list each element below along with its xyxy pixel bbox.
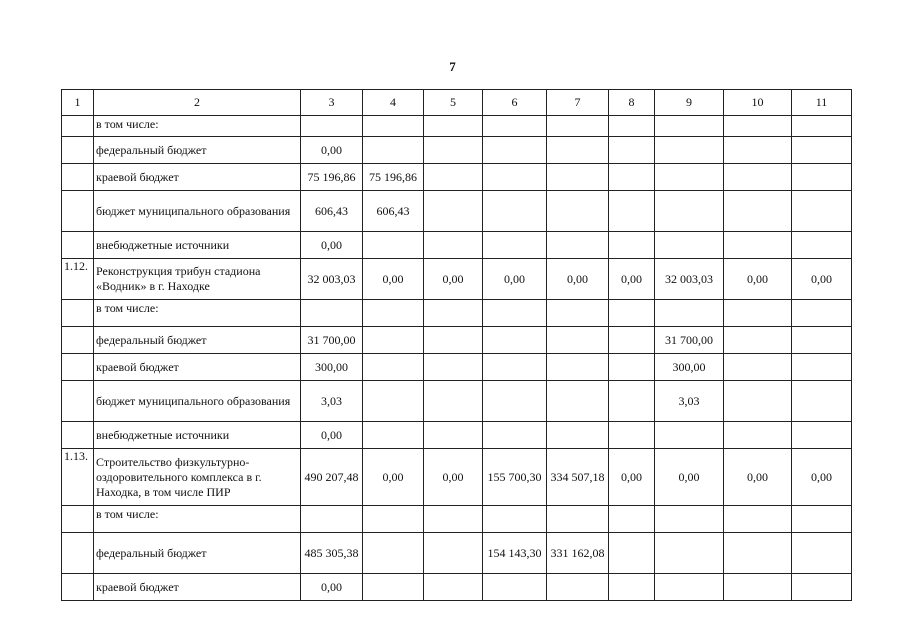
- value-cell-col-8: [609, 164, 655, 191]
- value-cell-col-11: 0,00: [792, 259, 852, 300]
- value-cell-col-3: 0,00: [301, 422, 363, 449]
- value-cell-col-9: [655, 422, 724, 449]
- value-cell-col-6: 154 143,30: [483, 533, 547, 574]
- column-header-9: 9: [655, 90, 724, 116]
- value-cell-col-6: [483, 574, 547, 601]
- row-label-cell: федеральный бюджет: [94, 327, 301, 354]
- value-cell-col-3: [301, 506, 363, 533]
- value-cell-col-8: [609, 137, 655, 164]
- header-row: [62, 90, 852, 116]
- value-cell-col-10: [724, 354, 792, 381]
- value-cell-col-3: 606,43: [301, 191, 363, 232]
- value-cell-col-7: [547, 191, 609, 232]
- value-cell-col-5: [424, 137, 483, 164]
- value-cell-col-6: [483, 422, 547, 449]
- row-label-cell: в том числе:: [94, 300, 301, 327]
- column-header-2: 2: [94, 90, 301, 116]
- table-row: [62, 232, 852, 259]
- value-cell-col-4: [363, 506, 424, 533]
- value-cell-col-9: [655, 164, 724, 191]
- value-cell-col-10: [724, 422, 792, 449]
- value-cell-col-7: 334 507,18: [547, 449, 609, 506]
- row-label-cell: федеральный бюджет: [94, 137, 301, 164]
- value-cell-col-11: [792, 232, 852, 259]
- value-cell-col-10: [724, 300, 792, 327]
- value-cell-col-11: [792, 506, 852, 533]
- value-cell-col-11: 0,00: [792, 449, 852, 506]
- row-number-cell: [62, 116, 94, 137]
- value-cell-col-4: [363, 327, 424, 354]
- value-cell-col-9: 32 003,03: [655, 259, 724, 300]
- value-cell-col-9: [655, 232, 724, 259]
- value-cell-col-9: [655, 300, 724, 327]
- page-number: 7: [449, 59, 456, 74]
- value-cell-col-6: [483, 191, 547, 232]
- table-row: [62, 137, 852, 164]
- value-cell-col-6: [483, 327, 547, 354]
- column-header-1: 1: [62, 90, 94, 116]
- table-row: [62, 449, 852, 506]
- row-label-cell: внебюджетные источники: [94, 422, 301, 449]
- value-cell-col-9: 3,03: [655, 381, 724, 422]
- budget-table: [61, 89, 852, 601]
- value-cell-col-11: [792, 354, 852, 381]
- value-cell-col-9: [655, 533, 724, 574]
- value-cell-col-5: 0,00: [424, 259, 483, 300]
- value-cell-col-5: [424, 116, 483, 137]
- value-cell-col-4: [363, 354, 424, 381]
- value-cell-col-7: [547, 354, 609, 381]
- value-cell-col-8: [609, 574, 655, 601]
- column-header-6: 6: [483, 90, 547, 116]
- value-cell-col-7: [547, 116, 609, 137]
- value-cell-col-8: [609, 191, 655, 232]
- value-cell-col-10: [724, 506, 792, 533]
- row-number-cell: 1.13.: [62, 449, 94, 506]
- value-cell-col-7: 331 162,08: [547, 533, 609, 574]
- value-cell-col-9: 31 700,00: [655, 327, 724, 354]
- value-cell-col-6: 155 700,30: [483, 449, 547, 506]
- column-header-5: 5: [424, 90, 483, 116]
- value-cell-col-3: 0,00: [301, 574, 363, 601]
- value-cell-col-3: [301, 116, 363, 137]
- value-cell-col-6: [483, 354, 547, 381]
- value-cell-col-3: 75 196,86: [301, 164, 363, 191]
- value-cell-col-4: 75 196,86: [363, 164, 424, 191]
- row-number-cell: [62, 191, 94, 232]
- value-cell-col-8: [609, 327, 655, 354]
- value-cell-col-6: [483, 381, 547, 422]
- value-cell-col-10: 0,00: [724, 259, 792, 300]
- value-cell-col-4: 0,00: [363, 449, 424, 506]
- column-header-11: 11: [792, 90, 852, 116]
- table-row: [62, 381, 852, 422]
- value-cell-col-11: [792, 422, 852, 449]
- value-cell-col-10: [724, 116, 792, 137]
- value-cell-col-11: [792, 191, 852, 232]
- value-cell-col-3: 3,03: [301, 381, 363, 422]
- table-row: [62, 300, 852, 327]
- row-number-cell: [62, 327, 94, 354]
- value-cell-col-5: [424, 506, 483, 533]
- table-row: [62, 327, 852, 354]
- column-header-7: 7: [547, 90, 609, 116]
- value-cell-col-10: [724, 381, 792, 422]
- table-row: [62, 116, 852, 137]
- value-cell-col-7: [547, 327, 609, 354]
- row-number-cell: [62, 381, 94, 422]
- value-cell-col-3: 300,00: [301, 354, 363, 381]
- value-cell-col-7: [547, 164, 609, 191]
- value-cell-col-5: [424, 381, 483, 422]
- value-cell-col-3: 32 003,03: [301, 259, 363, 300]
- value-cell-col-7: [547, 422, 609, 449]
- value-cell-col-4: [363, 422, 424, 449]
- value-cell-col-3: 0,00: [301, 232, 363, 259]
- value-cell-col-3: 0,00: [301, 137, 363, 164]
- value-cell-col-5: [424, 164, 483, 191]
- table-row: [62, 533, 852, 574]
- table-row: [62, 422, 852, 449]
- column-header-8: 8: [609, 90, 655, 116]
- row-number-cell: [62, 354, 94, 381]
- value-cell-col-10: [724, 533, 792, 574]
- row-number-cell: [62, 232, 94, 259]
- row-number-cell: [62, 422, 94, 449]
- value-cell-col-8: 0,00: [609, 449, 655, 506]
- value-cell-col-5: [424, 232, 483, 259]
- column-header-3: 3: [301, 90, 363, 116]
- value-cell-col-5: [424, 300, 483, 327]
- value-cell-col-5: [424, 327, 483, 354]
- table-row: [62, 191, 852, 232]
- value-cell-col-11: [792, 533, 852, 574]
- value-cell-col-8: [609, 116, 655, 137]
- value-cell-col-7: [547, 300, 609, 327]
- value-cell-col-9: [655, 116, 724, 137]
- value-cell-col-11: [792, 327, 852, 354]
- table-row: [62, 164, 852, 191]
- row-label-cell: краевой бюджет: [94, 164, 301, 191]
- value-cell-col-4: [363, 232, 424, 259]
- row-number-cell: [62, 506, 94, 533]
- value-cell-col-7: [547, 137, 609, 164]
- value-cell-col-11: [792, 300, 852, 327]
- row-label-cell: Строительство физкультурно-оздоровительного комплекса в г. Находка, в том числе ПИР: [94, 449, 301, 506]
- value-cell-col-11: [792, 164, 852, 191]
- value-cell-col-7: [547, 574, 609, 601]
- row-label-cell: в том числе:: [94, 506, 301, 533]
- value-cell-col-6: [483, 164, 547, 191]
- row-label-cell: в том числе:: [94, 116, 301, 137]
- row-number-cell: [62, 164, 94, 191]
- value-cell-col-4: 0,00: [363, 259, 424, 300]
- value-cell-col-3: 31 700,00: [301, 327, 363, 354]
- value-cell-col-5: [424, 574, 483, 601]
- row-label-cell: бюджет муниципального образования: [94, 381, 301, 422]
- value-cell-col-6: [483, 232, 547, 259]
- value-cell-col-3: [301, 300, 363, 327]
- value-cell-col-3: 490 207,48: [301, 449, 363, 506]
- value-cell-col-5: [424, 191, 483, 232]
- row-number-cell: [62, 574, 94, 601]
- value-cell-col-10: [724, 327, 792, 354]
- table-row: [62, 506, 852, 533]
- value-cell-col-6: 0,00: [483, 259, 547, 300]
- value-cell-col-11: [792, 574, 852, 601]
- value-cell-col-4: 606,43: [363, 191, 424, 232]
- value-cell-col-9: [655, 191, 724, 232]
- row-number-cell: [62, 300, 94, 327]
- value-cell-col-7: [547, 506, 609, 533]
- row-number-cell: [62, 533, 94, 574]
- value-cell-col-4: [363, 533, 424, 574]
- value-cell-col-4: [363, 137, 424, 164]
- value-cell-col-8: [609, 422, 655, 449]
- row-label-cell: краевой бюджет: [94, 354, 301, 381]
- value-cell-col-4: [363, 116, 424, 137]
- value-cell-col-6: [483, 116, 547, 137]
- value-cell-col-5: [424, 533, 483, 574]
- row-label-cell: краевой бюджет: [94, 574, 301, 601]
- value-cell-col-6: [483, 300, 547, 327]
- table-row: [62, 354, 852, 381]
- value-cell-col-9: 300,00: [655, 354, 724, 381]
- table-row: [62, 259, 852, 300]
- value-cell-col-5: [424, 422, 483, 449]
- value-cell-col-10: [724, 574, 792, 601]
- value-cell-col-10: 0,00: [724, 449, 792, 506]
- row-label-cell: Реконструкция трибун стадиона «Водник» в г. Находке: [94, 259, 301, 300]
- value-cell-col-9: [655, 506, 724, 533]
- value-cell-col-4: [363, 381, 424, 422]
- value-cell-col-8: 0,00: [609, 259, 655, 300]
- row-label-cell: внебюджетные источники: [94, 232, 301, 259]
- value-cell-col-7: [547, 381, 609, 422]
- value-cell-col-6: [483, 506, 547, 533]
- value-cell-col-5: [424, 354, 483, 381]
- value-cell-col-7: 0,00: [547, 259, 609, 300]
- value-cell-col-4: [363, 300, 424, 327]
- row-number-cell: 1.12.: [62, 259, 94, 300]
- value-cell-col-8: [609, 300, 655, 327]
- value-cell-col-9: [655, 574, 724, 601]
- value-cell-col-3: 485 305,38: [301, 533, 363, 574]
- value-cell-col-9: 0,00: [655, 449, 724, 506]
- value-cell-col-6: [483, 137, 547, 164]
- value-cell-col-5: 0,00: [424, 449, 483, 506]
- row-number-cell: [62, 137, 94, 164]
- value-cell-col-10: [724, 137, 792, 164]
- value-cell-col-8: [609, 506, 655, 533]
- column-header-10: 10: [724, 90, 792, 116]
- value-cell-col-8: [609, 533, 655, 574]
- table-row: [62, 574, 852, 601]
- value-cell-col-8: [609, 232, 655, 259]
- value-cell-col-11: [792, 116, 852, 137]
- value-cell-col-11: [792, 137, 852, 164]
- value-cell-col-11: [792, 381, 852, 422]
- value-cell-col-8: [609, 381, 655, 422]
- column-header-4: 4: [363, 90, 424, 116]
- value-cell-col-4: [363, 574, 424, 601]
- row-label-cell: федеральный бюджет: [94, 533, 301, 574]
- value-cell-col-8: [609, 354, 655, 381]
- value-cell-col-10: [724, 164, 792, 191]
- value-cell-col-10: [724, 191, 792, 232]
- value-cell-col-7: [547, 232, 609, 259]
- value-cell-col-10: [724, 232, 792, 259]
- row-label-cell: бюджет муниципального образования: [94, 191, 301, 232]
- value-cell-col-9: [655, 137, 724, 164]
